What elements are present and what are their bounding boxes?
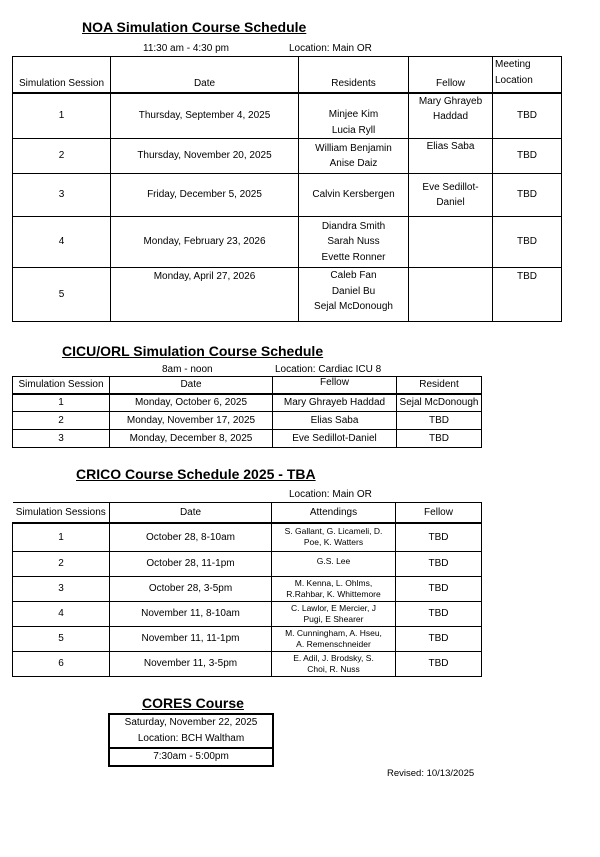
crico-session: 6 (13, 652, 110, 677)
crico-session: 5 (13, 627, 110, 652)
crico-fellow: TBD (396, 523, 482, 552)
noa-fellow (409, 268, 493, 322)
noa-date: Thursday, September 4, 2025 (111, 93, 299, 139)
cicu-table (12, 376, 482, 448)
noa-table (12, 56, 562, 322)
noa-header-row (13, 57, 562, 93)
cicu-date: Monday, December 8, 2025 (110, 430, 273, 448)
crico-attending-line: E. Adil, J. Brodsky, S. (293, 652, 374, 663)
crico-attending-line: Poe, K. Watters (303, 537, 364, 548)
crico-date: November 11, 11-1pm (110, 627, 272, 652)
noa-header-meeting-line1: Meeting (495, 59, 531, 70)
noa-header-fellow: Fellow (409, 57, 493, 93)
noa-header-date: Date (111, 57, 299, 93)
crico-attending-line: S. Gallant, G. Licameli, D. (284, 525, 383, 536)
noa-fellow (409, 174, 493, 217)
crico-attendings (272, 552, 396, 577)
noa-location: Location: Main OR (289, 43, 372, 54)
table-row (13, 268, 562, 322)
crico-header-date: Date (110, 503, 272, 523)
cicu-fellow: Eve Sedillot-Daniel (273, 430, 397, 448)
noa-header-session: Simulation Session (13, 57, 111, 93)
cicu-title: CICU/ORL Simulation Course Schedule (62, 343, 324, 359)
table-row (13, 412, 482, 430)
crico-attending-line: C. Lawlor, E Mercier, J (290, 602, 377, 613)
table-row (13, 93, 562, 139)
noa-resident: Sejal McDonough (314, 301, 393, 312)
table-row (13, 602, 482, 627)
noa-header-meeting-location (493, 57, 562, 93)
crico-header-session: Simulation Sessions (13, 503, 110, 523)
noa-date: Thursday, November 20, 2025 (111, 139, 299, 174)
cicu-date: Monday, November 17, 2025 (110, 412, 273, 430)
cicu-resident: TBD (397, 412, 482, 430)
crico-attending-line: G.S. Lee (316, 556, 351, 566)
noa-residents (299, 174, 409, 217)
noa-header-residents: Residents (299, 57, 409, 93)
noa-resident: Minjee Kim (328, 109, 379, 120)
crico-session: 4 (13, 602, 110, 627)
crico-fellow: TBD (396, 627, 482, 652)
cores-date: Saturday, November 22, 2025 (124, 717, 258, 728)
crico-attendings (272, 627, 396, 652)
table-row (13, 217, 562, 268)
crico-attendings (272, 577, 396, 602)
cicu-date: Monday, October 6, 2025 (110, 394, 273, 412)
crico-header-row (13, 503, 482, 523)
crico-fellow: TBD (396, 552, 482, 577)
noa-resident: Diandra Smith (321, 220, 386, 232)
noa-resident: Sarah Nuss (327, 236, 380, 248)
noa-date: Friday, December 5, 2025 (111, 174, 299, 217)
noa-time: 11:30 am - 4:30 pm (143, 43, 229, 54)
noa-resident: Anise Daiz (329, 158, 378, 169)
cores-time: 7:30am - 5:00pm (110, 747, 272, 765)
crico-attendings (272, 652, 396, 677)
crico-attending-line: R.Rahbar, K. Whittemore (286, 589, 381, 599)
crico-date: October 28, 8-10am (110, 523, 272, 552)
crico-attending-line: M. Cunningham, A. Hseu, (285, 627, 382, 638)
crico-session: 2 (13, 552, 110, 577)
noa-fellow (409, 93, 493, 139)
crico-date: November 11, 3-5pm (110, 652, 272, 677)
crico-attending-line: M. Kenna, L. Ohlms, (294, 577, 373, 588)
noa-fellow (409, 139, 493, 174)
crico-fellow: TBD (396, 652, 482, 677)
cicu-header-fellow: Fellow (273, 377, 397, 394)
cicu-session: 1 (13, 394, 110, 412)
crico-session: 1 (13, 523, 110, 552)
cicu-resident: TBD (397, 430, 482, 448)
crico-attending-line: Choi, R. Nuss (307, 664, 360, 674)
noa-session: 3 (13, 174, 111, 217)
cicu-header-session: Simulation Session (13, 377, 110, 394)
cicu-location: Location: Cardiac ICU 8 (275, 364, 382, 375)
noa-date: Monday, February 23, 2026 (111, 217, 299, 268)
noa-resident: William Benjamin (315, 142, 392, 154)
noa-meeting-location: TBD (493, 217, 562, 268)
crico-header-fellow: Fellow (396, 503, 482, 523)
crico-fellow: TBD (396, 602, 482, 627)
noa-date: Monday, April 27, 2026 (111, 268, 299, 322)
crico-attending-line: A. Remenschneider (296, 639, 371, 649)
crico-fellow: TBD (396, 577, 482, 602)
table-row (13, 523, 482, 552)
cicu-header-resident: Resident (397, 377, 482, 394)
table-row (13, 577, 482, 602)
noa-resident: Lucia Ryll (331, 124, 376, 136)
noa-resident: Evette Ronner (321, 251, 386, 263)
table-row (13, 652, 482, 677)
noa-meeting-location: TBD (493, 93, 562, 139)
crico-title: CRICO Course Schedule 2025 - TBA (76, 466, 316, 482)
noa-meeting-location: TBD (493, 139, 562, 174)
table-row (13, 174, 562, 217)
revised-date: Revised: 10/13/2025 (387, 768, 475, 779)
crico-attendings (272, 523, 396, 552)
cicu-session: 2 (13, 412, 110, 430)
noa-fellow-line: Daniel (436, 197, 465, 208)
crico-session: 3 (13, 577, 110, 602)
noa-meeting-location: TBD (493, 174, 562, 217)
noa-residents (299, 93, 409, 139)
noa-fellow (409, 217, 493, 268)
crico-date: October 28, 3-5pm (110, 577, 272, 602)
noa-residents (299, 139, 409, 174)
cicu-fellow: Mary Ghrayeb Haddad (273, 394, 397, 412)
cicu-header-date: Date (110, 377, 273, 394)
cores-title: CORES Course (142, 695, 244, 711)
cicu-time: 8am - noon (162, 364, 213, 375)
noa-resident: Daniel Bu (331, 285, 376, 297)
table-row (13, 627, 482, 652)
cicu-fellow: Elias Saba (273, 412, 397, 430)
cicu-session: 3 (13, 430, 110, 448)
table-row (13, 552, 482, 577)
noa-session: 5 (13, 268, 111, 322)
cicu-resident: Sejal McDonough (397, 394, 482, 412)
cicu-header-row (13, 377, 482, 394)
noa-fellow-line: Eve Sedillot- (422, 181, 479, 193)
crico-table (12, 502, 482, 677)
noa-resident: Caleb Fan (330, 270, 377, 281)
noa-session: 4 (13, 217, 111, 268)
table-row (13, 394, 482, 412)
noa-title: NOA Simulation Course Schedule (82, 19, 307, 35)
crico-date: November 11, 8-10am (110, 602, 272, 627)
noa-fellow-line: Mary Ghrayeb (418, 95, 483, 107)
table-row (13, 430, 482, 448)
noa-fellow-line: Haddad (432, 111, 469, 122)
noa-residents (299, 217, 409, 268)
noa-fellow-line: Elias Saba (426, 141, 475, 152)
noa-session: 2 (13, 139, 111, 174)
crico-header-attendings: Attendings (272, 503, 396, 523)
crico-attending-line: Pugi, E Shearer (303, 614, 364, 624)
noa-residents (299, 268, 409, 322)
crico-date: October 28, 11-1pm (110, 552, 272, 577)
noa-header-meeting-line2: Location (495, 74, 533, 86)
noa-resident: Calvin Kersbergen (312, 189, 395, 201)
noa-session: 1 (13, 93, 111, 139)
crico-attendings (272, 602, 396, 627)
cores-location: Location: BCH Waltham (137, 733, 245, 744)
crico-location: Location: Main OR (289, 489, 372, 500)
table-row (13, 139, 562, 174)
noa-meeting-location: TBD (493, 268, 562, 322)
cores-box (108, 713, 274, 767)
